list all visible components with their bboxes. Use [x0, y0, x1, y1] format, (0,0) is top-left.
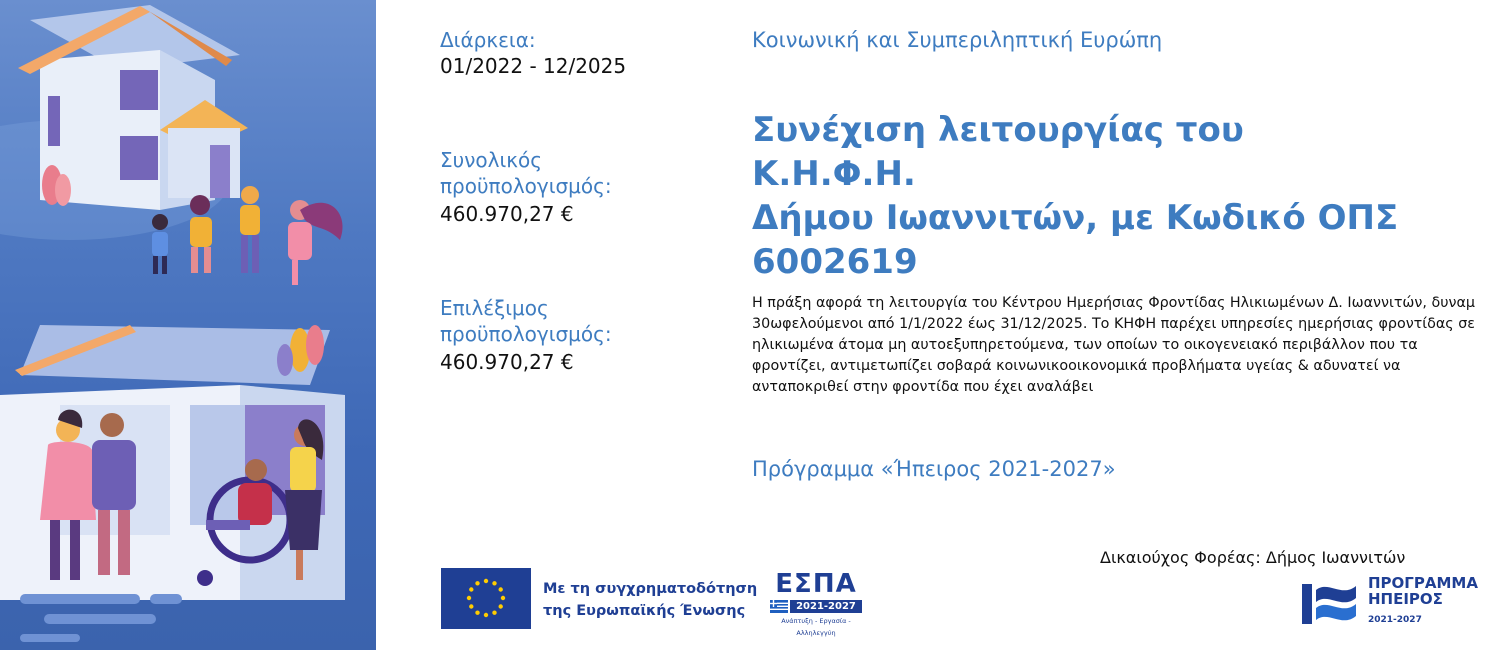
- epirus-programme-logo-line1: ΠΡΟΓΡΑΜΜΑ: [1368, 574, 1478, 592]
- eligible-budget-label-line1: Επιλέξιμος: [440, 296, 549, 320]
- espa-logo: [770, 569, 862, 637]
- beneficiary-text: Δικαιούχος Φορέας: Δήμος Ιωαννιτών: [1100, 548, 1406, 567]
- espa-logo-years: 2021-2027: [790, 600, 862, 613]
- eu-cofunding-text: [543, 578, 757, 622]
- total-budget-label-line2: προϋπολογισμός:: [440, 174, 612, 198]
- eligible-budget-value: 460.970,27 €: [440, 350, 574, 374]
- project-title-line1: Συνέχιση λειτουργίας του Κ.Η.Φ.Η.: [752, 110, 1244, 194]
- total-budget-label-line1: Συνολικός: [440, 148, 542, 172]
- epirus-programme-mark-icon: [1298, 576, 1360, 632]
- project-title-line3: 6002619: [752, 242, 918, 282]
- project-title-line2: Δήμου Ιωαννιτών, με Κωδικό ΟΠΣ: [752, 198, 1399, 238]
- eu-cofunding-line1: Με τη συγχρηματοδότηση: [543, 581, 758, 597]
- epirus-programme-logo-years: 2021-2027: [1368, 615, 1422, 625]
- eligible-budget-label-line2: προϋπολογισμός:: [440, 322, 612, 346]
- houses-and-people-illustration: [0, 0, 376, 650]
- eu-flag-icon: [441, 568, 531, 629]
- eu-cofunding-line2: της Ευρωπαϊκής Ένωσης: [543, 603, 746, 619]
- espa-logo-tagline: Ανάπτυξη - Εργασία - Αλληλεγγύη: [781, 617, 851, 637]
- project-description: Η πράξη αφορά τη λειτουργία του Κέντρου Ημερήσιας Φροντίδας Ηλικιωμένων Δ. Ιωαννιτών, δυναμ 30ωφελούμενοι από 1/1/2022 έως 31/12/2025. Το ΚΗΦΗ παρέχει υπηρεσίες ημερήσιας φροντίδας σε ηλικιωμένα άτομα μη αυτοεξυπηρετούμενα, των οποίων το οικογενειακό περιβάλλον που τα φροντίζει, αντιμετωπίζει σοβαρά κοινωνικοοικονομικά προβλήματα υγείας & αδυνατεί να ανταποκριθεί στην φροντίδα που έχει αναλάβει: [752, 295, 1476, 395]
- epirus-programme-logo-line2: ΗΠΕΙΡΟΣ: [1368, 590, 1443, 608]
- community-illustration: [0, 0, 376, 650]
- programme-area-heading: Κοινωνική και Συμπεριληπτική Ευρώπη: [752, 28, 1163, 52]
- espa-logo-word: ΕΣΠΑ: [775, 569, 857, 599]
- greek-flag-icon: [770, 600, 788, 613]
- eu-stars-icon: [441, 568, 531, 629]
- duration-value: 01/2022 - 12/2025: [440, 54, 627, 78]
- project-title: [752, 108, 1412, 284]
- duration-label: Διάρκεια:: [440, 28, 536, 52]
- programme-name: Πρόγραμμα «Ήπειρος 2021-2027»: [752, 457, 1116, 481]
- total-budget-value: 460.970,27 €: [440, 202, 574, 226]
- epirus-programme-logo: [1298, 574, 1478, 634]
